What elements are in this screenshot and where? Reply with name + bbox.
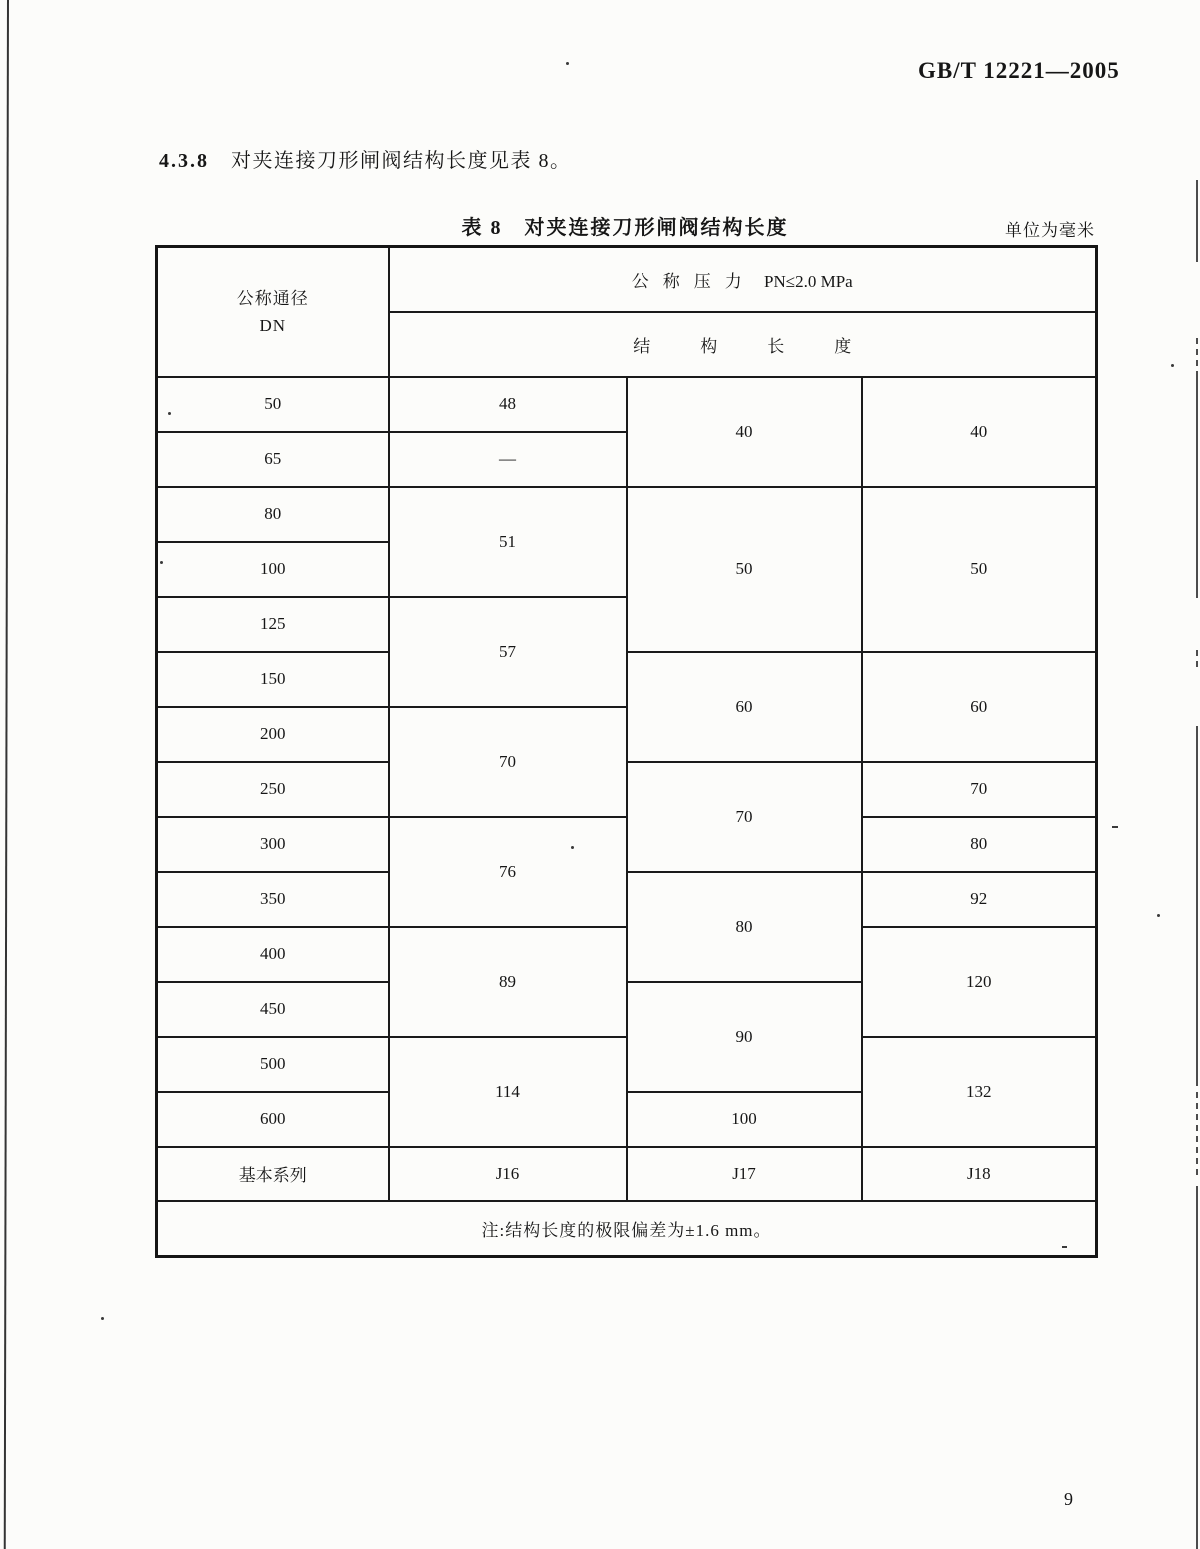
cell-j18: 120	[862, 927, 1097, 1037]
cell-j17: 90	[627, 982, 862, 1092]
cell-j17: 50	[627, 487, 862, 652]
cell-series-j18: J18	[862, 1147, 1097, 1201]
table-unit-note: 单位为毫米	[1005, 221, 1095, 240]
clause-text: 对夹连接刀形闸阀结构长度见表 8。	[231, 150, 572, 172]
scan-right-edge-line	[1196, 650, 1198, 668]
cell-j17: 70	[627, 762, 862, 872]
table-note: 注:结构长度的极限偏差为±1.6 mm。	[157, 1201, 1097, 1257]
cell-dn: 100	[157, 542, 389, 597]
cell-series-label: 基本系列	[157, 1147, 389, 1201]
cell-j18: 50	[862, 487, 1097, 652]
cell-dn: 400	[157, 927, 389, 982]
cell-j17: 100	[627, 1092, 862, 1147]
cell-j17: 80	[627, 872, 862, 982]
cell-j18: 40	[862, 377, 1097, 487]
table-caption: 表 8 对夹连接刀形闸阀结构长度	[461, 217, 789, 239]
scan-right-edge-line	[1196, 1092, 1198, 1180]
cell-dn: 125	[157, 597, 389, 652]
cell-j16: 48	[389, 377, 627, 432]
page-number: 9	[1064, 1489, 1073, 1509]
clause-number: 4.3.8	[159, 150, 209, 172]
scan-left-edge-line	[4, 0, 9, 1549]
cell-j17: 60	[627, 652, 862, 762]
scan-right-edge-line	[1196, 726, 1198, 1086]
cell-j18: 132	[862, 1037, 1097, 1147]
cell-series-j16: J16	[389, 1147, 627, 1201]
header-pressure-cn: 公称压力	[631, 271, 756, 291]
scan-speck	[1112, 826, 1118, 828]
cell-j18: 70	[862, 762, 1097, 817]
cell-j16: 89	[389, 927, 627, 1037]
cell-j16: 70	[389, 707, 627, 817]
cell-j17: 40	[627, 377, 862, 487]
cell-j18: 80	[862, 817, 1097, 872]
cell-j16: —	[389, 432, 627, 487]
cell-dn: 80	[157, 487, 389, 542]
clause-4-3-8	[159, 144, 572, 173]
scan-right-edge-line	[1196, 180, 1198, 262]
cell-j18: 92	[862, 872, 1097, 927]
table-8-structure-length	[155, 245, 1098, 1258]
header-dn-title: 公称通径	[236, 288, 309, 308]
standard-code: GB/T 12221—2005	[918, 58, 1120, 83]
cell-dn: 300	[157, 817, 389, 872]
header-nominal-pressure	[389, 247, 1097, 312]
header-nominal-diameter	[157, 247, 389, 377]
cell-j16: 51	[389, 487, 627, 597]
scan-right-edge-line	[1196, 372, 1198, 598]
cell-series-j17: J17	[627, 1147, 862, 1201]
header-structure-length: 结构长度	[389, 312, 1097, 377]
cell-j16: 57	[389, 597, 627, 707]
scan-right-edge-line	[1196, 1186, 1198, 1549]
cell-dn: 200	[157, 707, 389, 762]
cell-dn: 65	[157, 432, 389, 487]
cell-dn: 600	[157, 1092, 389, 1147]
cell-dn: 450	[157, 982, 389, 1037]
cell-j18: 60	[862, 652, 1097, 762]
scan-speck	[566, 62, 569, 65]
scan-speck	[1157, 914, 1160, 917]
cell-dn: 50	[157, 377, 389, 432]
cell-j16: 114	[389, 1037, 627, 1147]
scan-right-edge-line	[1196, 338, 1198, 372]
scan-speck	[1171, 364, 1174, 367]
header-pressure-value: PN≤2.0 MPa	[764, 271, 853, 291]
cell-dn: 150	[157, 652, 389, 707]
cell-dn: 350	[157, 872, 389, 927]
header-dn-sub: DN	[259, 315, 287, 335]
cell-j16: 76	[389, 817, 627, 927]
cell-dn: 250	[157, 762, 389, 817]
cell-dn: 500	[157, 1037, 389, 1092]
scan-speck	[101, 1317, 104, 1320]
